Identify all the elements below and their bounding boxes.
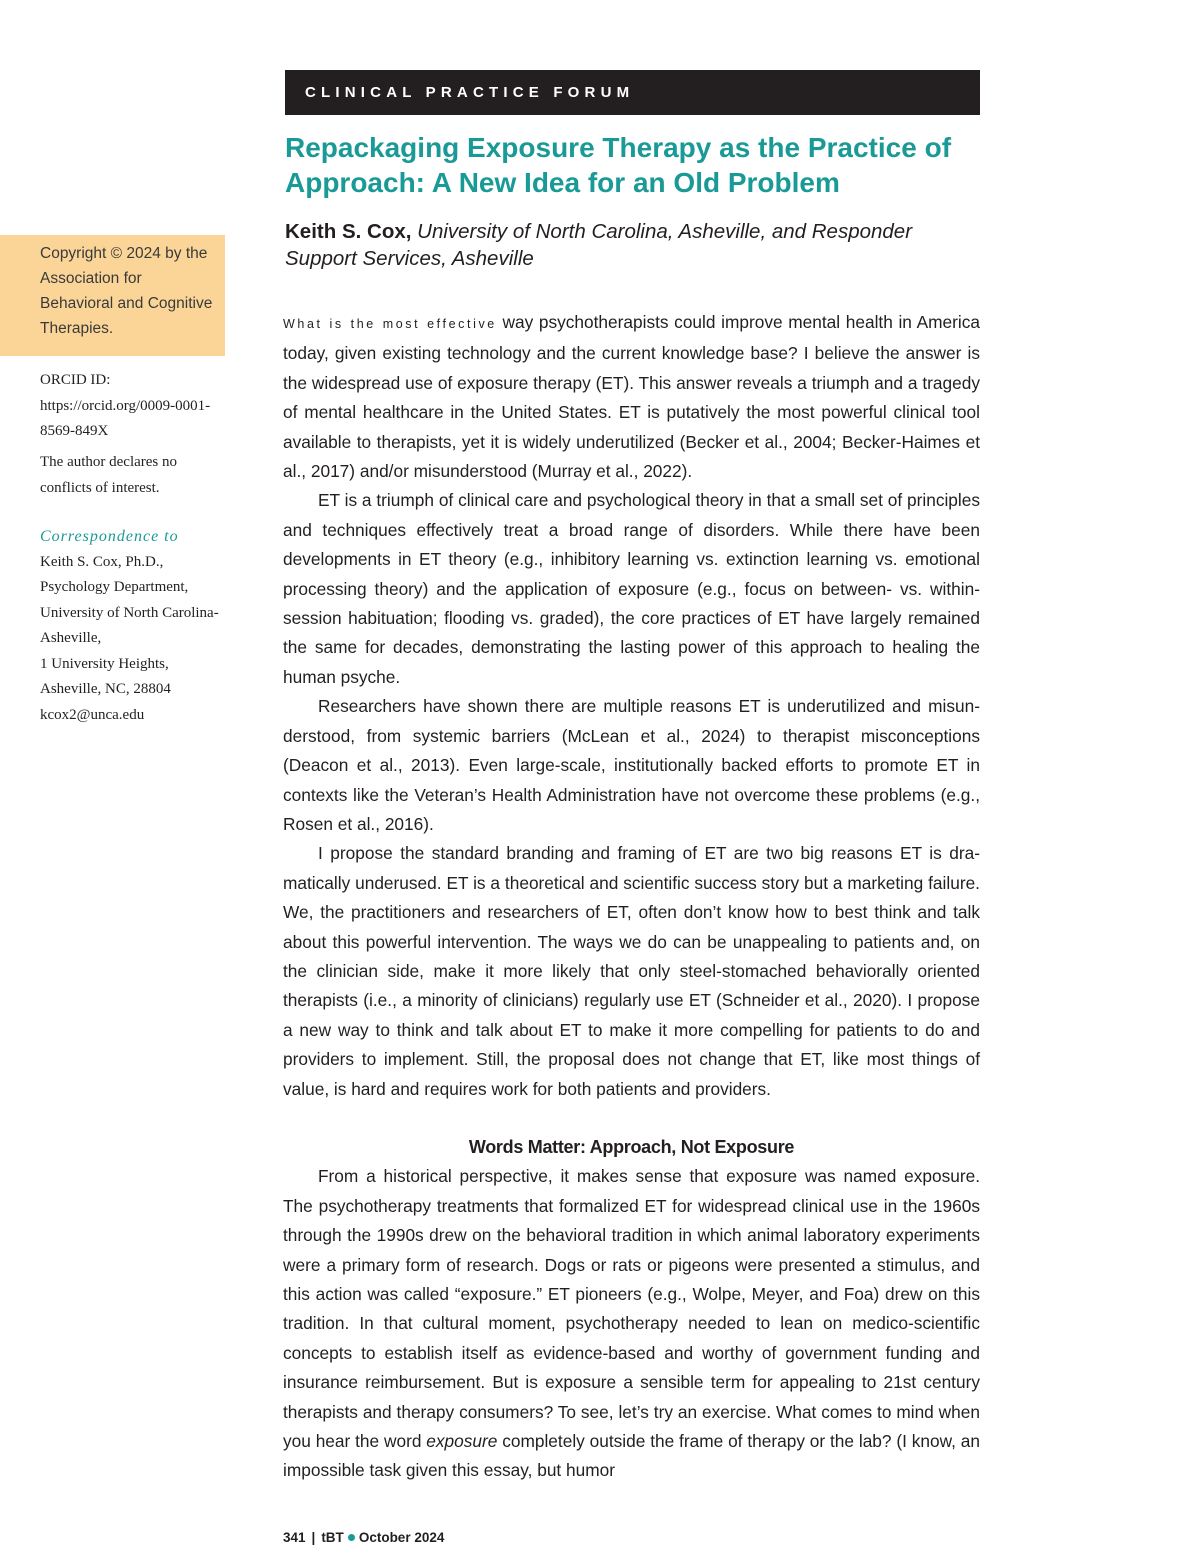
article-title: Repackaging Exposure Therapy as the Practice of Approach: A New Idea for an Old Problem	[285, 132, 952, 198]
paragraph: Researchers have shown there are multiple reasons ET is underutilized and misunderstood, from systemic barriers (McLean et al., 2024) to therapist misconceptions (Deacon et al., 2013). Even large-scale, institutionally backed efforts to promote ET in contexts like the Veteran’s Health Administration have not overcome these problems (e.g., Rosen et al., 2016).	[283, 696, 980, 834]
paragraph	[283, 308, 980, 486]
conflicts-text: The author declares no conflicts of interest.	[40, 454, 178, 496]
footer-divider: |	[311, 1530, 316, 1545]
emphasis-text: exposure	[426, 1431, 498, 1452]
orcid-label: ORCID ID:	[40, 372, 111, 388]
paragraph-text: completely outside the frame of therapy or the lab? (I know, an impossible task given this essay, but humor	[283, 1431, 980, 1481]
section-label: CLINICAL PRACTICE FORUM	[305, 84, 635, 101]
paragraph: ET is a triumph of clinical care and psychological theory in that a small set of principles and techniques effectively treat a broad range of disorders. While there have been developments in ET theory (e.g., inhibitory learning vs. extinction learning vs. emotional processing theory) and the application of exposure (e.g., focus on between- vs. within-session habituation; flooding vs. graded), the core practices of ET have largely remained the same for decades, demonstrating the lasting power of this approach to healing the human psyche.	[283, 490, 980, 687]
issue-date: October 2024	[358, 1530, 445, 1545]
orcid-link[interactable]: https://orcid.org/0009-0001-8569-849X	[40, 397, 211, 439]
paragraph-text: From a historical perspective, it makes sense that exposure was named exposure. The psychotherapy treatments that formalized ET for widespread clinical use in the 1960s through the 1990s drew on the behavioral tradition in which animal laboratory experiments were a primary form of research. Dogs or rats or pigeons were presented a stimulus, and this action was called “exposure.” ET pioneers (e.g., Wolpe, Meyer, and Foa) drew on this tradition. In that cultural moment, psychotherapy needed to lean on medico-scientific concepts to establish itself as evidence-based and worthy of government funding and insurance reimbursement. But is exposure a sensible term for appealing to 21st century therapists and therapy consumers? To see, let’s try an exercise. What comes to mind when you hear the word	[283, 1166, 980, 1452]
conflicts-statement	[40, 450, 225, 501]
paragraph: I propose the standard branding and framing of ET are two big reasons ET is dramatically underused. ET is a theoretical and scientific success story but a marketing failure. We, the practitioners and researchers of ET, often don’t know how to best think and talk about this powerful intervention. The ways we do can be unappealing to patients and, on the clinician side, make it more likely that only steel-stomached behaviorally oriented therapists (i.e., a minority of clinicians) regularly use ET (Schneider et al., 2020). I propose a new way to think and talk about ET to make it more compelling for patients to do and providers to implement. Still, the proposal does not change that ET, like most things of value, is hard and requires work for both patients and providers.	[283, 843, 980, 1099]
correspondence-line: Keith S. Cox, Ph.D.,	[40, 553, 164, 570]
bullet-dot-icon	[348, 1534, 355, 1541]
correspondence-email[interactable]: kcox2@unca.edu	[40, 706, 145, 723]
copyright-box	[0, 235, 225, 356]
correspondence-block	[40, 524, 225, 728]
article-body	[283, 308, 980, 1486]
correspondence-line: Asheville, NC, 28804	[40, 681, 171, 697]
lead-in: What is the most effective	[283, 317, 497, 331]
page-number: 341	[283, 1530, 306, 1545]
section-heading: Words Matter: Approach, Not Exposure	[468, 1136, 795, 1157]
section-banner	[285, 70, 980, 115]
paragraph	[283, 1162, 980, 1485]
journal-name: tBT	[321, 1530, 344, 1545]
author-name: Keith S. Cox,	[285, 220, 412, 243]
author-affiliation: University of North Carolina, Asheville, and Responder Support Services, Asheville	[285, 220, 913, 270]
correspondence-line: University of North Carolina-Asheville,	[40, 604, 219, 646]
paragraph-text: way psychotherapists could improve mental health in America today, given existing technology and the current knowledge base? I believe the answer is the widespread use of exposure therapy (ET). This answer reveals a triumph and a tragedy of mental healthcare in the United States. ET is putatively the most powerful clinical tool available to therapists, yet it is widely underutilized (Becker et al., 2004; Becker-Haimes et al., 2017) and/or misunderstood (Murray et al., 2022).	[283, 312, 980, 482]
correspondence-line: Psychology Department,	[40, 579, 189, 595]
correspondence-heading: Correspondence to	[40, 528, 179, 545]
copyright-text: Copyright © 2024 by the Association for Behavioral and Cognitive Therapies.	[40, 245, 213, 337]
correspondence-line: 1 University Heights,	[40, 655, 169, 672]
byline	[285, 218, 985, 272]
orcid-block	[40, 368, 225, 445]
page-footer	[283, 1530, 444, 1545]
